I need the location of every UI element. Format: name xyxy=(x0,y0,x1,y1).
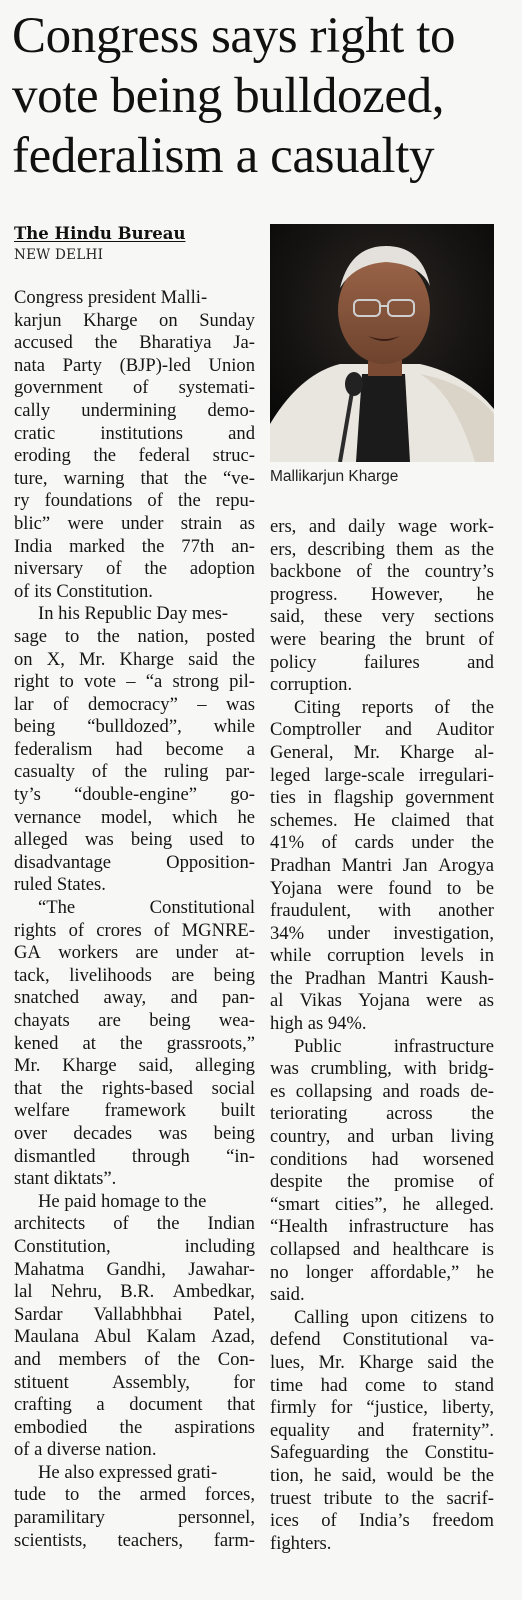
text-line: al Vikas Yojana were as xyxy=(270,990,494,1012)
text-line: right to vote – “a strong pil- xyxy=(14,671,255,693)
text-line: over decades was being xyxy=(14,1122,255,1144)
text-line: the Pradhan Mantri Kaush- xyxy=(270,967,494,989)
text-line: ers, and daily wage work- xyxy=(270,516,494,537)
text-line: “The Constitutional xyxy=(38,897,255,919)
text-line: high as 94%. xyxy=(270,1013,367,1035)
text-line: progress. However, he xyxy=(270,583,494,605)
text-line: kened at the grassroots,” xyxy=(14,1032,255,1054)
text-line: ices of India’s freedom xyxy=(270,1510,494,1532)
text-line: Safeguarding the Constitu- xyxy=(270,1442,494,1464)
text-line: that the rights-based social xyxy=(14,1077,255,1099)
article-column-1 xyxy=(14,287,255,1552)
article-column-2 xyxy=(270,516,494,1555)
text-line: vernance model, which he xyxy=(14,806,255,828)
text-line: In his Republic Day mes- xyxy=(38,603,229,625)
text-line: firmly for “justice, liberty, xyxy=(270,1397,494,1419)
text-line: tion, he said, would be the xyxy=(270,1464,494,1486)
text-line: on X, Mr. Kharge said the xyxy=(14,648,255,670)
portrait-illustration xyxy=(270,224,494,462)
text-line: tack, livelihoods are being xyxy=(14,964,255,986)
text-line: 34% under investigation, xyxy=(270,922,494,944)
portrait-photo xyxy=(270,224,494,462)
text-line: accused the Bharatiya Ja- xyxy=(14,332,255,354)
text-line: teriorating across the xyxy=(270,1103,494,1125)
text-line: no longer affordable,” he xyxy=(270,1261,494,1283)
text-line: rights of crores of MGNRE- xyxy=(14,919,255,941)
text-line: lal Nehru, B.R. Ambedkar, xyxy=(14,1281,255,1303)
text-line: Public infrastructure xyxy=(294,1035,494,1057)
headline xyxy=(12,6,512,186)
text-line: Pradhan Mantri Jan Arogya xyxy=(270,854,494,876)
text-line: of its Constitution. xyxy=(14,580,153,602)
text-line: country, and urban living xyxy=(270,1126,494,1148)
text-line: Calling upon citizens to xyxy=(294,1306,494,1328)
text-line: backbone of the country’s xyxy=(270,561,494,583)
text-line: was crumbling, with bridg- xyxy=(270,1058,494,1080)
text-line: niversary of the adoption xyxy=(14,558,255,580)
text-line: said. xyxy=(270,1284,305,1306)
text-line: blic” were under strain as xyxy=(14,512,255,534)
text-line: government of systemati- xyxy=(14,377,255,399)
text-line: Yojana were found to be xyxy=(270,877,494,899)
text-line: sage to the nation, posted xyxy=(14,625,255,647)
text-line: “smart cities”, he alleged. xyxy=(270,1193,494,1215)
text-line: paramilitary personnel, xyxy=(14,1507,255,1529)
text-line: eroding the federal struc- xyxy=(14,445,255,467)
text-line: being “bulldozed”, while xyxy=(14,716,255,738)
text-line: scientists, teachers, farm- xyxy=(14,1529,255,1551)
text-line: “Health infrastructure has xyxy=(270,1216,494,1238)
text-line: defend Constitutional va- xyxy=(270,1329,494,1351)
text-line: ture, warning that the “ve- xyxy=(14,467,255,489)
headline-line: Congress says right to xyxy=(12,8,456,64)
text-line: federalism had become a xyxy=(14,738,255,760)
text-line: dismantled through “in- xyxy=(14,1145,255,1167)
text-line: policy failures and xyxy=(270,651,494,673)
text-line: lar of democracy” – was xyxy=(14,693,255,715)
text-line: and members of the Con- xyxy=(14,1348,255,1370)
headline-line: federalism a casualty xyxy=(12,128,435,184)
text-line: Congress president Malli- xyxy=(14,287,208,308)
text-line: fighters. xyxy=(270,1532,332,1554)
text-line: ties in flagship government xyxy=(270,787,494,809)
text-line: ry foundations of the repu- xyxy=(14,490,255,512)
text-line: nata Party (BJP)-led Union xyxy=(14,354,255,376)
dateline: NEW DELHI xyxy=(14,247,104,263)
text-line: 41% of cards under the xyxy=(270,832,494,854)
text-line: Mr. Kharge said, alleging xyxy=(14,1055,255,1077)
text-line: conditions had worsened xyxy=(270,1148,494,1170)
text-line: Citing reports of the xyxy=(294,696,494,718)
text-line: karjun Kharge on Sunday xyxy=(14,309,255,331)
text-line: casualty of the ruling par- xyxy=(14,761,255,783)
text-line: of a diverse nation. xyxy=(14,1439,157,1461)
text-line: General, Mr. Kharge al- xyxy=(270,741,494,763)
text-line: Sardar Vallabhbhai Patel, xyxy=(14,1303,255,1325)
text-line: He paid homage to the xyxy=(38,1190,207,1212)
text-line: architects of the Indian xyxy=(14,1213,255,1235)
text-line: schemes. He claimed that xyxy=(270,809,494,831)
text-line: lues, Mr. Kharge said the xyxy=(270,1351,494,1373)
text-line: ty’s “double-engine” go- xyxy=(14,784,255,806)
text-line: said, these very sections xyxy=(270,606,494,628)
text-line: stituent Assembly, for xyxy=(14,1371,255,1393)
text-line: Mahatma Gandhi, Jawahar- xyxy=(14,1258,255,1280)
text-line: alleged was being used to xyxy=(14,829,255,851)
text-line: fraudulent, with another xyxy=(270,900,494,922)
text-line: despite the promise of xyxy=(270,1171,494,1193)
text-line: equality and fraternity”. xyxy=(270,1419,494,1441)
text-line: Constitution, including xyxy=(14,1235,255,1257)
text-line: cally undermining demo- xyxy=(14,399,255,421)
text-line: chayats are being wea- xyxy=(14,1010,255,1031)
photo-caption: Mallikarjun Kharge xyxy=(270,468,399,485)
text-line: GA workers are under at- xyxy=(14,942,255,964)
text-line: crafting a document that xyxy=(14,1394,255,1416)
text-line: es collapsing and roads de- xyxy=(270,1080,494,1102)
text-line: welfare framework built xyxy=(14,1100,255,1122)
text-line: Maulana Abul Kalam Azad, xyxy=(14,1326,255,1348)
text-line: tude to the armed forces, xyxy=(14,1484,255,1506)
byline: The Hindu Bureau xyxy=(14,224,186,243)
text-line: cratic institutions and xyxy=(14,422,255,444)
text-line: disadvantage Opposition- xyxy=(14,851,255,873)
text-line: embodied the aspirations xyxy=(14,1416,255,1438)
text-line: Comptroller and Auditor xyxy=(270,719,494,741)
text-line: corruption. xyxy=(270,674,353,696)
text-line: He also expressed grati- xyxy=(38,1461,218,1483)
text-line: collapsed and healthcare is xyxy=(270,1239,494,1260)
text-line: ers, describing them as the xyxy=(270,538,494,560)
text-line: snatched away, and pan- xyxy=(14,987,255,1009)
headline-line: vote being bulldozed, xyxy=(12,68,445,124)
text-line: leged large-scale irregulari- xyxy=(270,764,494,786)
text-line: stant diktats”. xyxy=(14,1168,117,1190)
text-line: while corruption levels in xyxy=(270,945,494,967)
text-line: ruled States. xyxy=(14,874,106,896)
text-line: time had come to stand xyxy=(270,1374,494,1396)
text-line: India marked the 77th an- xyxy=(14,535,255,557)
text-line: truest tribute to the sacrif- xyxy=(270,1487,494,1509)
text-line: were bearing the brunt of xyxy=(270,628,494,650)
